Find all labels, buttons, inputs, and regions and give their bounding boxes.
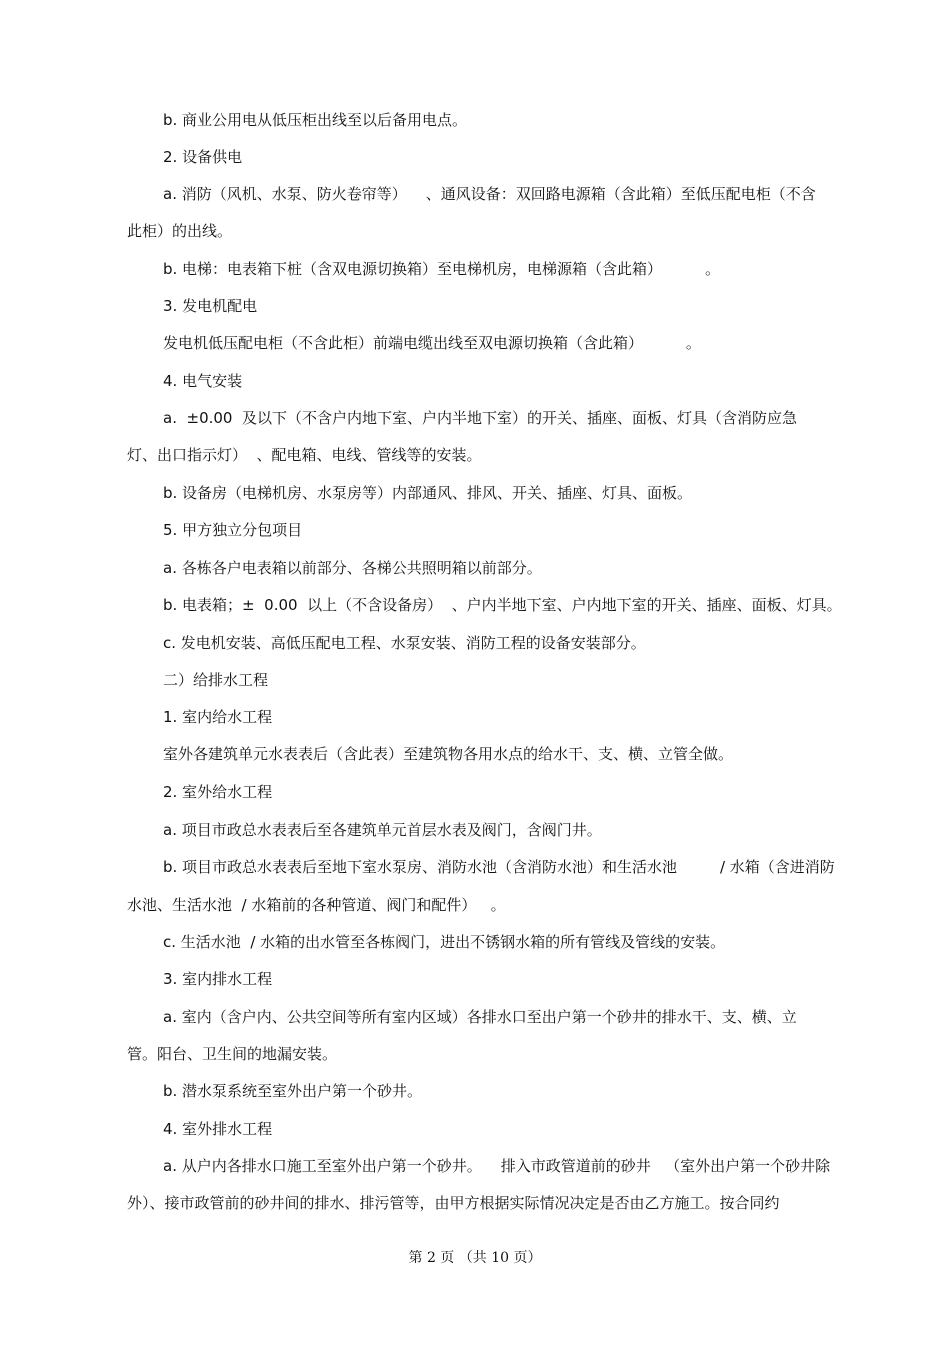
text-line: a. ±0.00 及以下（不含户内地下室、户内半地下室）的开关、插座、面板、灯具（含消防应急	[163, 409, 798, 427]
text-line: b. 电表箱；± 0.00 以上（不含设备房） 、户内半地下室、户内地下室的开关、插座、面板、灯具。	[163, 596, 842, 614]
section-heading: 4. 电气安装	[163, 372, 243, 390]
text-line: a. 消防（风机、水泵、防火卷帘等） 、通风设备：双回路电源箱（含此箱）至低压配电柜（不含	[163, 185, 816, 203]
text-line: 外）、接市政管前的砂井间的排水、排污管等，由甲方根据实际情况决定是否由乙方施工。按合同约	[127, 1194, 780, 1212]
text-line: b. 设备房（电梯机房、水泵房等）内部通风、排风、开关、插座、灯具、面板。	[163, 484, 693, 502]
text-line: a. 项目市政总水表表后至各建筑单元首层水表及阀门，含阀门井。	[163, 821, 602, 839]
section-heading: 4. 室外排水工程	[163, 1120, 273, 1138]
text-line: b. 电梯：电表箱下桩（含双电源切换箱）至电梯机房，电梯源箱（含此箱） 。	[163, 260, 720, 278]
text-line: b. 潜水泵系统至室外出户第一个砂井。	[163, 1082, 423, 1100]
section-heading: 1. 室内给水工程	[163, 708, 273, 726]
text-line: b. 商业公用电从低压柜出线至以后备用电点。	[163, 111, 468, 129]
page-footer: 第 2 页 （共 10 页）	[408, 1250, 542, 1266]
text-line: 灯、出口指示灯） 、配电箱、电线、管线等的安装。	[127, 446, 482, 464]
section-heading: 3. 室内排水工程	[163, 970, 273, 988]
section-heading: 二）给排水工程	[163, 671, 269, 689]
text-line: c. 发电机安装、高低压配电工程、水泵安装、消防工程的设备安装部分。	[163, 634, 646, 652]
text-line: 此柜）的出线。	[127, 222, 233, 240]
text-line: 发电机低压配电柜（不含此柜）前端电缆出线至双电源切换箱（含此箱） 。	[163, 334, 701, 352]
text-line: b. 项目市政总水表表后至地下室水泵房、消防水池（含消防水池）和生活水池 / 水箱（含进消防	[163, 858, 835, 876]
text-line: a. 各栋各户电表箱以前部分、各梯公共照明箱以前部分。	[163, 559, 542, 577]
section-heading: 2. 室外给水工程	[163, 783, 273, 801]
text-line: 室外各建筑单元水表表后（含此表）至建筑物各用水点的给水干、支、横、立管全做。	[163, 745, 734, 763]
section-heading: 5. 甲方独立分包项目	[163, 521, 303, 539]
text-line: a. 室内（含户内、公共空间等所有室内区域）各排水口至出户第一个砂井的排水干、支、横、立	[163, 1008, 797, 1026]
text-line: 水池、生活水池 / 水箱前的各种管道、阀门和配件） 。	[127, 896, 506, 914]
text-line: a. 从户内各排水口施工至室外出户第一个砂井。 排入市政管道前的砂井 （室外出户第一个砂井除	[163, 1157, 831, 1175]
section-heading: 3. 发电机配电	[163, 297, 258, 315]
text-line: c. 生活水池 / 水箱的出水管至各栋阀门，进出不锈钢水箱的所有管线及管线的安装。	[163, 933, 726, 951]
text-line: 管。阳台、卫生间的地漏安装。	[127, 1045, 338, 1063]
section-heading: 2. 设备供电	[163, 148, 243, 166]
